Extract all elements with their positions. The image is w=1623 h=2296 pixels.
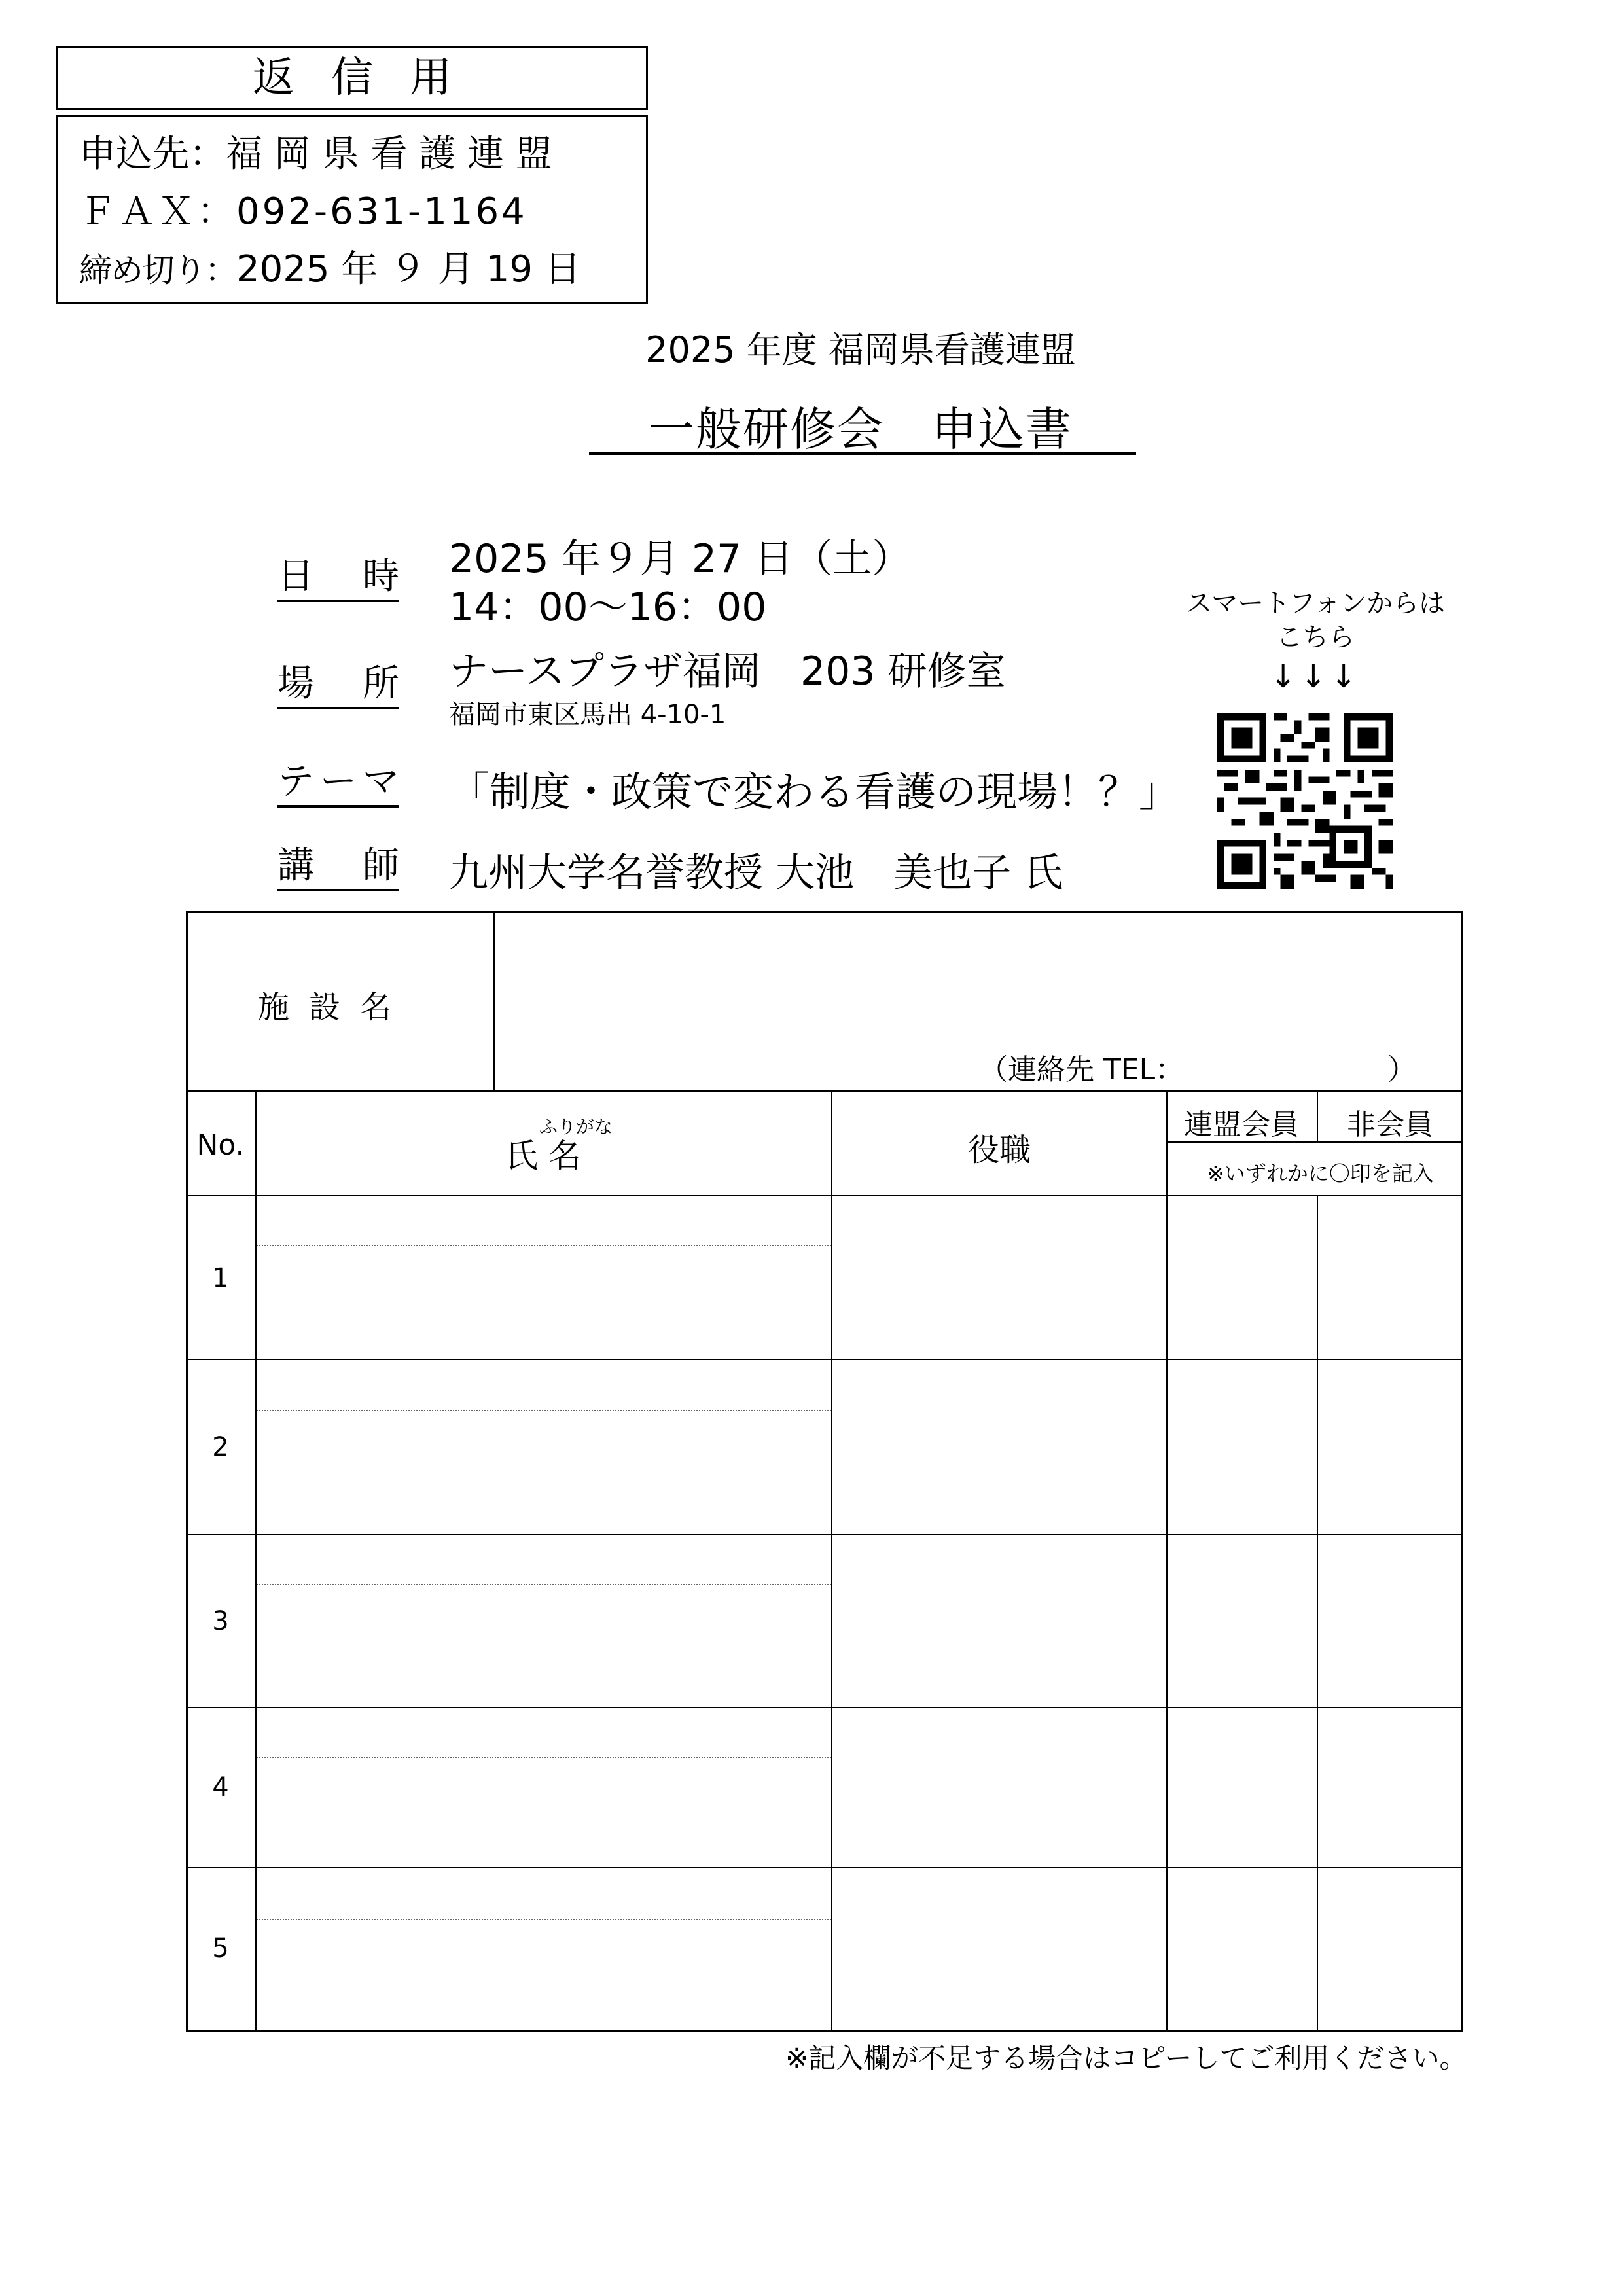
table-border: [1461, 911, 1463, 2032]
position-field[interactable]: [834, 1361, 1165, 1533]
facility-name-label: 施設名: [258, 989, 412, 1026]
lecturer-label: 講 師: [277, 844, 399, 891]
nonmember-checkbox[interactable]: [1319, 1198, 1461, 1357]
table-divider: [493, 911, 495, 1092]
member-note: ※いずれかに〇印を記入: [1207, 1161, 1434, 1186]
nonmember-checkbox[interactable]: [1319, 1869, 1461, 2028]
table-divider: [1166, 1090, 1168, 2030]
facility-name-field[interactable]: [496, 914, 1459, 1089]
row-number: 3: [212, 1606, 229, 1636]
event-date: 2025 年９月 27 日（土）: [449, 536, 912, 582]
col-name-ruby: ふりがな: [539, 1116, 613, 1138]
table-divider: [186, 1534, 1463, 1535]
return-row-value: 福 岡 県 看 護 連 盟: [226, 133, 552, 175]
year-title: 2025 年度 福岡県看護連盟: [645, 329, 1076, 370]
member-checkbox[interactable]: [1169, 1710, 1315, 1865]
col-name-header: 氏 名: [505, 1137, 581, 1175]
table-divider: [1317, 1090, 1318, 1143]
col-nonmember-header: 非会員: [1347, 1108, 1433, 1141]
event-lecturer: 九州大学名誉教授 大池 美也子 氏: [449, 850, 1063, 896]
facility-contact-label: （連絡先 TEL：: [979, 1053, 1185, 1086]
return-row-deadline: [79, 240, 581, 293]
return-box: [56, 115, 648, 304]
return-row-fax: [79, 183, 527, 235]
position-field[interactable]: [834, 1198, 1165, 1357]
return-box-heading: 返信用: [56, 46, 648, 110]
name-field[interactable]: [258, 1361, 830, 1533]
event-time: 14：00～16：00: [449, 584, 767, 630]
return-row-destination: [79, 125, 552, 177]
return-row-label: 申込先：: [79, 133, 226, 175]
application-form-table: [186, 911, 1463, 2032]
event-venue: ナースプラザ福岡 203 研修室: [449, 649, 1006, 694]
col-no-header: No.: [196, 1128, 245, 1162]
col-position-header: 役職: [967, 1132, 1031, 1168]
nonmember-checkbox[interactable]: [1319, 1710, 1461, 1865]
name-field[interactable]: [258, 1710, 830, 1865]
table-border: [186, 911, 188, 2032]
member-checkbox[interactable]: [1169, 1537, 1315, 1706]
nonmember-checkbox[interactable]: [1319, 1361, 1461, 1533]
return-row-value: 2025 年 ９ 月 19 日: [236, 248, 581, 291]
venue-label: 場 所: [277, 662, 399, 709]
row-number: 2: [212, 1432, 229, 1462]
position-field[interactable]: [834, 1710, 1165, 1865]
table-divider: [186, 1195, 1463, 1196]
position-field[interactable]: [834, 1537, 1165, 1706]
facility-contact-close: ）: [1387, 1053, 1416, 1086]
qr-caption: [1171, 586, 1459, 655]
table-divider: [1317, 1195, 1318, 2030]
name-field[interactable]: [258, 1537, 830, 1706]
member-checkbox[interactable]: [1169, 1198, 1315, 1357]
return-row-label: ＦＡＸ：: [79, 190, 236, 233]
table-divider: [831, 1090, 832, 2030]
row-number: 1: [212, 1263, 229, 1293]
row-number: 4: [212, 1772, 229, 1803]
name-field[interactable]: [258, 1869, 830, 2028]
title-underline: [589, 452, 1136, 455]
table-border: [186, 2030, 1463, 2032]
position-field[interactable]: [834, 1869, 1165, 2028]
event-address: 福岡市東区馬出 4-10-1: [449, 700, 726, 730]
table-divider: [186, 1090, 1463, 1092]
name-field[interactable]: [258, 1198, 830, 1357]
member-checkbox[interactable]: [1169, 1869, 1315, 2028]
qr-caption-line1: スマートフォンからは: [1186, 588, 1445, 619]
datetime-label: 日 時: [277, 555, 399, 602]
col-member-header: 連盟会員: [1184, 1108, 1299, 1141]
event-theme: 「制度・政策で変わる看護の現場！？」: [449, 768, 1180, 816]
member-checkbox[interactable]: [1169, 1361, 1315, 1533]
page-title: 一般研修会 申込書: [649, 403, 1073, 456]
return-row-label: 締め切り：: [79, 251, 236, 289]
arrow-down-icon: ↓↓↓: [1270, 658, 1361, 695]
qr-caption-line2: こちら: [1276, 622, 1355, 653]
qr-code-icon[interactable]: [1217, 713, 1393, 889]
theme-label: テーマ: [277, 761, 399, 808]
table-divider: [186, 1867, 1463, 1868]
table-divider: [186, 1707, 1463, 1708]
table-border: [186, 911, 1463, 913]
return-row-value: 092-631-1164: [236, 190, 527, 233]
footer-note: ※記入欄が不足する場合はコピーしてご利用ください。: [785, 2042, 1467, 2074]
nonmember-checkbox[interactable]: [1319, 1537, 1461, 1706]
table-divider: [255, 1090, 257, 2030]
table-divider: [186, 1359, 1463, 1360]
row-number: 5: [212, 1933, 229, 1964]
